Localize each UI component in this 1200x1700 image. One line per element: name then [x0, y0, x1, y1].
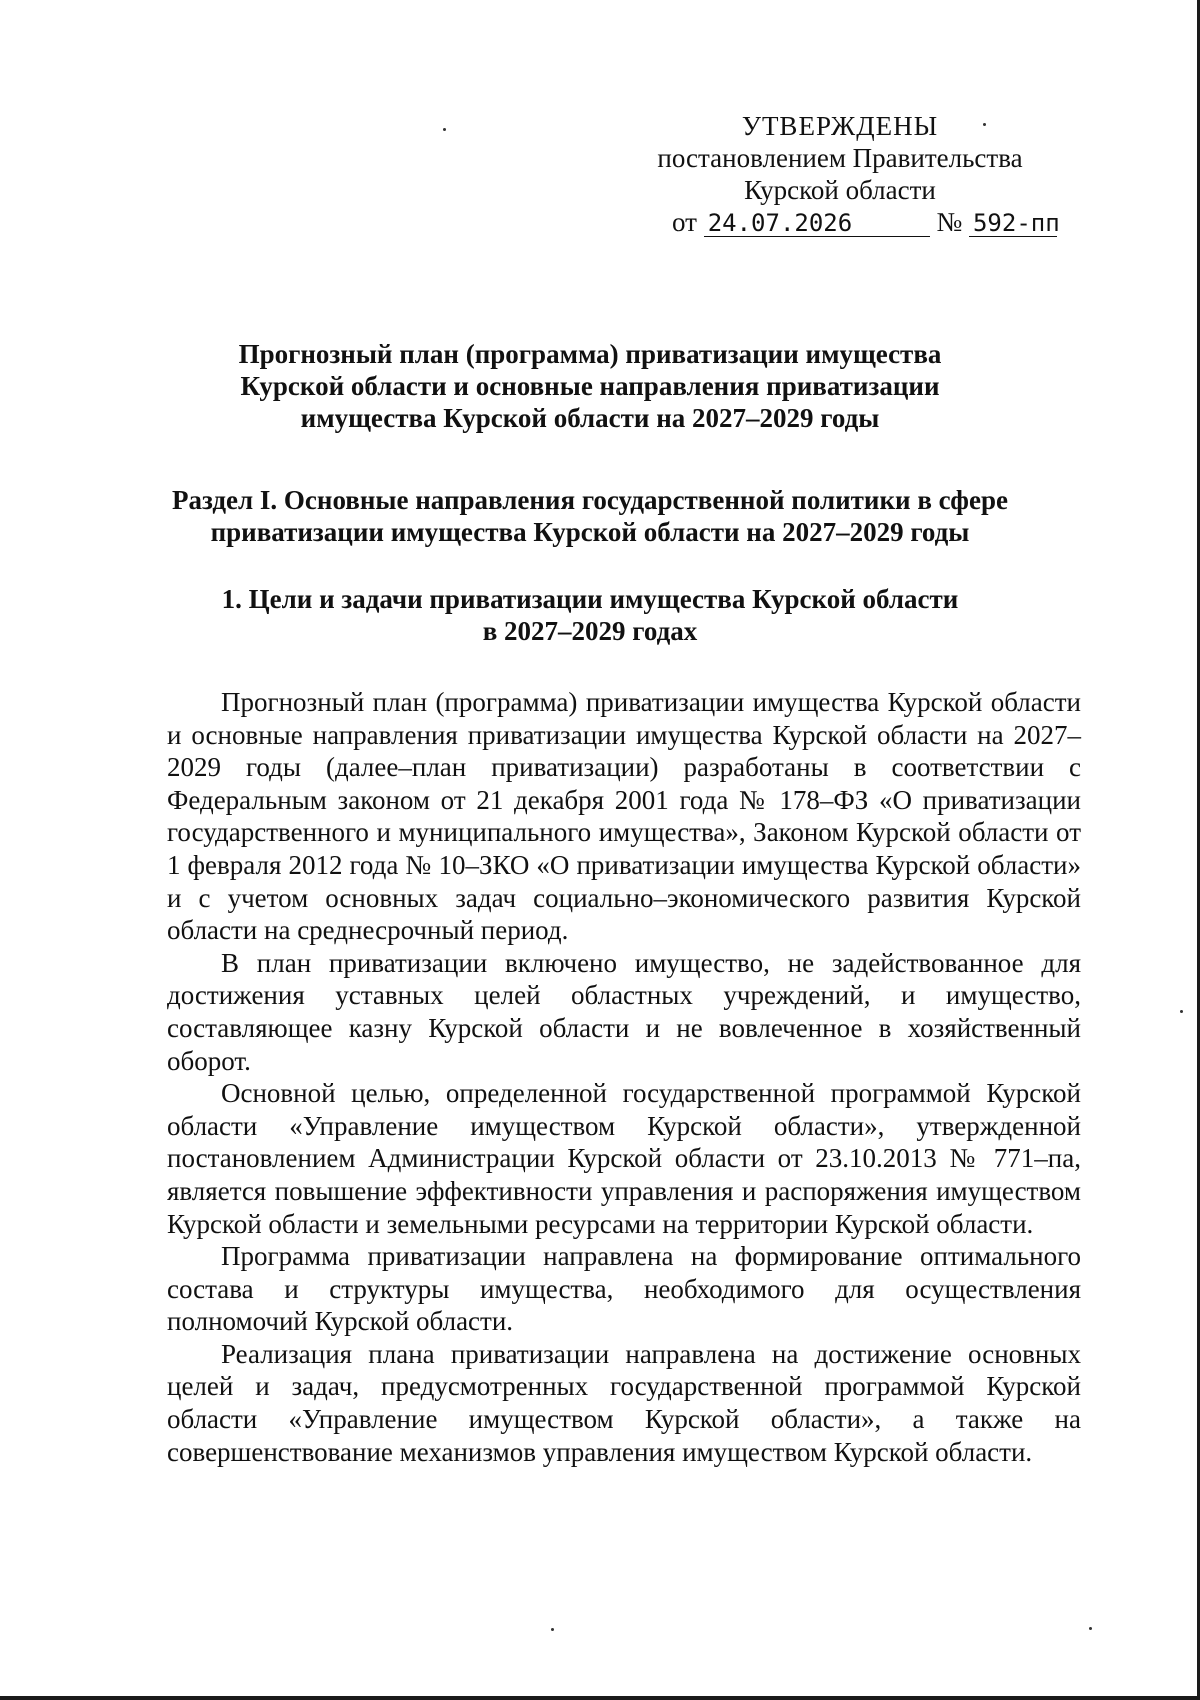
- title-line-2: Курской области и основные направления приватизации: [240, 371, 940, 401]
- date-prefix: от: [672, 207, 697, 237]
- subsection-heading: [140, 583, 1040, 647]
- section-heading: [140, 484, 1040, 548]
- approval-line-1: постановлением Правительства: [657, 143, 1023, 173]
- paragraph: В план приватизации включено имущество, не задействованное для достижения уставных целей областных учреждений, и имущество, составляющее казну Курской области и не вовлеченное в хозяйственный оборот.: [167, 947, 1081, 1076]
- section-line-2: приватизации имущества Курской области на 2027–2029 годы: [210, 517, 970, 547]
- scan-speck: [1089, 1627, 1092, 1630]
- number-prefix: №: [936, 207, 963, 237]
- paragraph: Основной целью, определенной государственной программой Курской области «Управление имуществом Курской области», утвержденной постановлением Администрации Курской области от 23.10.2013 № 771–па, является повышение эффективности управления и распоряжения имуществом Курской области и земельными ресурсами на территории Курской области.: [167, 1078, 1081, 1239]
- document-title: [140, 338, 1040, 434]
- date-value: 24.07.2026: [704, 210, 930, 237]
- approval-stamp: [640, 110, 1100, 238]
- title-line-1: Прогнозный план (программа) приватизации имущества: [238, 339, 942, 369]
- approval-line-2: Курской области: [744, 175, 936, 205]
- scan-speck: [551, 1628, 554, 1631]
- paragraph: Прогнозный план (программа) приватизации имущества Курской области и основные направления приватизации имущества Курской области на 2027–2029 годы (далее–план приватизации) разработаны в соответствии с Федеральным законом от 21 декабря 2001 года № 178–ФЗ «О приватизации государственного и муниципального имущества», Законом Курской области от 1 февраля 2012 года № 10–ЗКО «О приватизации имущества Курской области» и с учетом основных задач социально–экономического развития Курской области на среднесрочный период.: [167, 687, 1081, 946]
- number-value: 592-пп: [969, 210, 1057, 237]
- scan-speck: [443, 128, 446, 131]
- paragraph: Программа приватизации направлена на формирование оптимального состава и структуры имущества, необходимого для осуществления полномочий Курской области.: [167, 1241, 1081, 1337]
- section-line-1: Раздел I. Основные направления государственной политики в сфере: [172, 485, 1008, 515]
- approval-heading: УТВЕРЖДЕНЫ: [741, 111, 939, 141]
- page-edge-bottom: [0, 1696, 1200, 1700]
- scan-speck: [1180, 1010, 1183, 1013]
- paragraph: Реализация плана приватизации направлена на достижение основных целей и задач, предусмотренных государственной программой Курской области «Управление имуществом Курской области», а также на совершенствование механизмов управления имуществом Курской области.: [167, 1338, 1081, 1467]
- title-line-3: имущества Курской области на 2027–2029 годы: [300, 403, 880, 433]
- subsection-line-1: 1. Цели и задачи приватизации имущества Курской области: [221, 584, 959, 614]
- approval-date-line: [672, 206, 1132, 238]
- body-text: [167, 686, 1081, 1468]
- subsection-line-2: в 2027–2029 годах: [482, 616, 698, 646]
